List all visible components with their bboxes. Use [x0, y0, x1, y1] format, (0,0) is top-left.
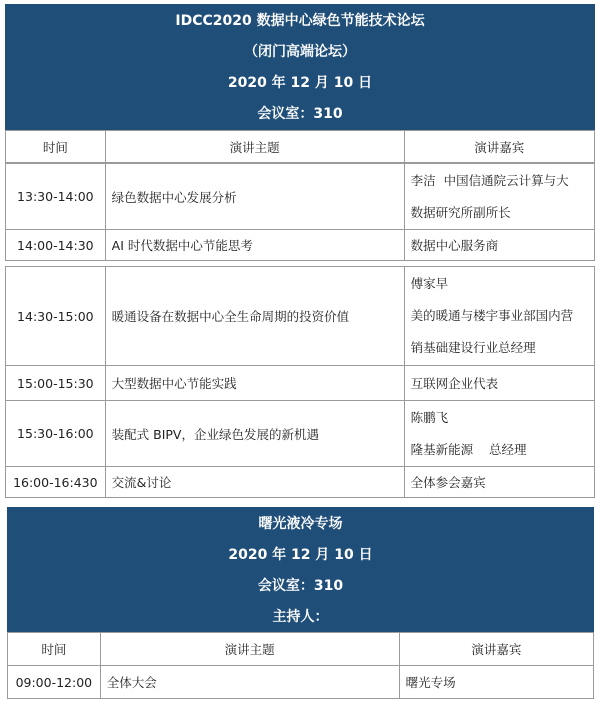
- topic-text: 暖通设备在数据中心全生命周期的投资价值: [111, 309, 350, 324]
- banner-line: 主持人：: [272, 609, 329, 625]
- time-cell: [8, 666, 101, 698]
- time-cell: [6, 230, 106, 260]
- speaker-line: 互联网企业代表: [410, 376, 499, 391]
- time-text: 15:30-16:00: [17, 426, 94, 441]
- table-row: [5, 229, 595, 261]
- topic-cell: [106, 164, 405, 229]
- time-cell: [6, 366, 106, 400]
- speaker-line: 数据研究所副所长: [410, 204, 511, 220]
- column-header-label: 时间: [42, 139, 68, 155]
- topic-cell: [106, 467, 405, 497]
- banner-line: （闭门高端论坛）: [244, 44, 356, 60]
- topic-cell: [106, 230, 405, 260]
- column-header: [400, 633, 593, 665]
- column-header-label: 演讲嘉宾: [474, 139, 525, 155]
- time-cell: [6, 267, 106, 365]
- speaker-line: 数据中心服务商: [410, 238, 499, 253]
- topic-text: AI 时代数据中心节能思考: [111, 238, 253, 253]
- topic-text: 全体大会: [106, 675, 157, 690]
- banner-line: 曙光液冷专场: [258, 516, 343, 532]
- column-header: [106, 131, 405, 162]
- table-row: [5, 466, 595, 498]
- time-text: 09:00-12:00: [15, 674, 93, 690]
- speaker-cell: [405, 401, 594, 466]
- speaker-line: 隆基新能源 总经理: [410, 441, 527, 457]
- speaker-cell: [405, 267, 594, 365]
- time-text: 16:00-16:430: [13, 474, 98, 490]
- speaker-cell: [400, 666, 593, 698]
- session-banner: [5, 4, 595, 130]
- table-header-row: [7, 632, 594, 666]
- speaker-line: 曙光专场: [405, 675, 456, 690]
- topic-cell: [106, 366, 405, 400]
- banner-line: 会议室：310: [257, 106, 343, 122]
- time-text: 14:30-15:00: [17, 308, 94, 324]
- table-row: [5, 400, 595, 467]
- time-text: 13:30-14:00: [17, 189, 94, 204]
- banner-line: 会议室：310: [257, 578, 344, 594]
- table-row: [5, 163, 595, 230]
- time-text: 14:00-14:30: [17, 237, 94, 253]
- column-header: [8, 633, 101, 665]
- banner-line: 2020 年 12 月 10 日: [228, 547, 373, 563]
- speaker-cell: [405, 467, 594, 497]
- speaker-line: 李洁 中国信通院云计算与大: [410, 172, 569, 188]
- column-header: [6, 131, 106, 162]
- time-cell: [6, 164, 106, 229]
- column-header-label: 时间: [41, 642, 67, 657]
- banner-line: 2020 年 12 月 10 日: [227, 75, 373, 91]
- table-row: [7, 665, 594, 699]
- topic-text: 交流&讨论: [111, 475, 172, 490]
- column-header: [101, 633, 400, 665]
- column-header: [405, 131, 594, 162]
- topic-cell: [106, 401, 405, 466]
- column-header-label: 演讲嘉宾: [471, 642, 522, 657]
- speaker-line: 傅家早: [410, 276, 449, 291]
- speaker-line: 全体参会嘉宾: [410, 475, 486, 490]
- time-cell: [6, 401, 106, 466]
- column-header-label: 演讲主题: [229, 139, 280, 155]
- column-header-label: 演讲主题: [224, 642, 275, 657]
- table-header-row: [5, 130, 595, 163]
- speaker-cell: [405, 230, 594, 260]
- speaker-cell: [405, 366, 594, 400]
- topic-text: 装配式 BIPV，企业绿色发展的新机遇: [111, 426, 319, 442]
- speaker-line: 陈鹏飞: [410, 409, 449, 425]
- topic-cell: [106, 267, 405, 365]
- banner-line: IDCC2020 数据中心绿色节能技术论坛: [175, 13, 425, 29]
- time-cell: [6, 467, 106, 497]
- table-row: [5, 365, 595, 401]
- topic-cell: [101, 666, 400, 698]
- topic-text: 大型数据中心节能实践: [111, 376, 237, 391]
- session-banner: [7, 507, 594, 632]
- speaker-line: 美的暖通与楼宇事业部国内营: [410, 308, 574, 323]
- speaker-cell: [405, 164, 594, 229]
- time-text: 15:00-15:30: [17, 375, 94, 391]
- topic-text: 绿色数据中心发展分析: [111, 189, 237, 205]
- table-row: [5, 266, 595, 366]
- speaker-line: 销基础建设行业总经理: [410, 340, 536, 355]
